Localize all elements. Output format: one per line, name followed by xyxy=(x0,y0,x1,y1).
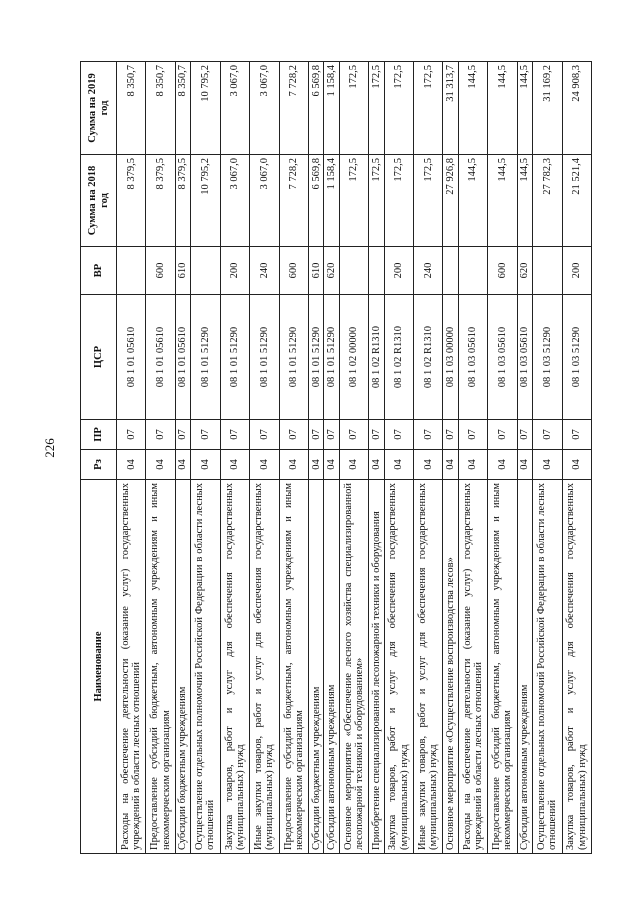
header-vr: ВР xyxy=(81,247,117,295)
cell-name: Иные закупки товаров, работ и услуг для обеспечения государственных (муниципальных) нужд xyxy=(414,480,443,854)
cell-rz: 04 xyxy=(458,450,487,480)
cell-name: Закупка товаров, работ и услуг для обеспечения государственных (муниципальных) нужд xyxy=(220,480,249,854)
cell-pr: 07 xyxy=(117,420,146,450)
cell-name: Приобретение специализированной лесопожарной техники и оборудования xyxy=(369,480,384,854)
cell-vr: 620 xyxy=(517,247,532,295)
cell-rz: 04 xyxy=(175,450,190,480)
cell-name: Осуществление отдельных полномочий Российской Федерации в области лесных отношений xyxy=(533,480,562,854)
cell-rz: 04 xyxy=(517,450,532,480)
cell-csr: 08 1 01 51290 xyxy=(191,295,220,420)
cell-pr: 07 xyxy=(309,420,324,450)
cell-rz: 04 xyxy=(309,450,324,480)
cell-sum-2018: 3 067,0 xyxy=(220,155,249,247)
cell-sum-2018: 27 926,8 xyxy=(443,155,458,247)
cell-vr: 620 xyxy=(324,247,339,295)
cell-csr: 08 1 01 51290 xyxy=(250,295,279,420)
table-row xyxy=(175,62,190,854)
cell-pr: 07 xyxy=(339,420,368,450)
cell-name: Осуществление отдельных полномочий Российской Федерации в области лесных отношений xyxy=(191,480,220,854)
cell-name: Субсидии бюджетным учреждениям xyxy=(309,480,324,854)
cell-sum-2018: 8 379,5 xyxy=(117,155,146,247)
table-row xyxy=(220,62,249,854)
cell-vr: 600 xyxy=(146,247,175,295)
cell-sum-2018: 6 569,8 xyxy=(309,155,324,247)
cell-sum-2018: 8 379,5 xyxy=(146,155,175,247)
cell-csr: 08 1 01 51290 xyxy=(220,295,249,420)
cell-csr: 08 1 02 R1310 xyxy=(369,295,384,420)
cell-pr: 07 xyxy=(175,420,190,450)
cell-sum-2018: 10 795,2 xyxy=(191,155,220,247)
cell-vr xyxy=(339,247,368,295)
cell-rz: 04 xyxy=(488,450,517,480)
cell-pr: 07 xyxy=(369,420,384,450)
header-pr: ПР xyxy=(81,420,117,450)
cell-pr: 07 xyxy=(384,420,413,450)
cell-name: Закупка товаров, работ и услуг для обеспечения государственных (муниципальных) нужд xyxy=(562,480,592,854)
cell-name: Основное мероприятие «Осуществление воспроизводства лесов» xyxy=(443,480,458,854)
header-rz: Рз xyxy=(81,450,117,480)
header-csr: ЦСР xyxy=(81,295,117,420)
table-row xyxy=(250,62,279,854)
cell-name: Субсидии автономным учреждениям xyxy=(517,480,532,854)
cell-name: Расходы на обеспечение деятельности (оказание услуг) государственных учреждений в области лесных отношений xyxy=(117,480,146,854)
cell-sum-2019: 24 908,3 xyxy=(562,62,592,155)
table-row xyxy=(533,62,562,854)
cell-csr: 08 1 03 05610 xyxy=(458,295,487,420)
cell-rz: 04 xyxy=(443,450,458,480)
table-row xyxy=(369,62,384,854)
cell-sum-2019: 172,5 xyxy=(369,62,384,155)
cell-pr: 07 xyxy=(250,420,279,450)
cell-csr: 08 1 02 R1310 xyxy=(414,295,443,420)
cell-sum-2018: 144,5 xyxy=(488,155,517,247)
cell-sum-2018: 7 728,2 xyxy=(279,155,308,247)
table-row xyxy=(562,62,592,854)
cell-sum-2018: 144,5 xyxy=(517,155,532,247)
cell-csr: 08 1 01 51290 xyxy=(324,295,339,420)
table-row xyxy=(443,62,458,854)
cell-vr xyxy=(458,247,487,295)
cell-rz: 04 xyxy=(562,450,592,480)
cell-sum-2018: 27 782,3 xyxy=(533,155,562,247)
cell-name: Закупка товаров, работ и услуг для обеспечения государственных (муниципальных) нужд xyxy=(384,480,413,854)
cell-rz: 04 xyxy=(533,450,562,480)
cell-csr: 08 1 03 51290 xyxy=(562,295,592,420)
header-name: Наименование xyxy=(81,480,117,854)
cell-csr: 08 1 03 00000 xyxy=(443,295,458,420)
cell-rz: 04 xyxy=(279,450,308,480)
cell-vr: 600 xyxy=(488,247,517,295)
cell-sum-2019: 144,5 xyxy=(488,62,517,155)
cell-vr xyxy=(533,247,562,295)
cell-name: Предоставление субсидий бюджетным, автономным учреждениям и иным некоммерческим организациям xyxy=(279,480,308,854)
cell-csr: 08 1 03 05610 xyxy=(517,295,532,420)
cell-csr: 08 1 01 05610 xyxy=(117,295,146,420)
cell-csr: 08 1 01 05610 xyxy=(146,295,175,420)
cell-rz: 04 xyxy=(384,450,413,480)
cell-csr: 08 1 02 00000 xyxy=(339,295,368,420)
cell-rz: 04 xyxy=(324,450,339,480)
cell-rz: 04 xyxy=(220,450,249,480)
cell-csr: 08 1 03 51290 xyxy=(533,295,562,420)
cell-sum-2018: 8 379,5 xyxy=(175,155,190,247)
table-row xyxy=(458,62,487,854)
header-sum-2019: Сумма на 2019 год xyxy=(81,62,117,155)
cell-rz: 04 xyxy=(117,450,146,480)
cell-name: Расходы на обеспечение деятельности (оказание услуг) государственных учреждений в области лесных отношений xyxy=(458,480,487,854)
cell-sum-2018: 172,5 xyxy=(369,155,384,247)
cell-vr xyxy=(443,247,458,295)
cell-sum-2019: 3 067,0 xyxy=(250,62,279,155)
cell-sum-2018: 21 521,4 xyxy=(562,155,592,247)
cell-vr: 610 xyxy=(175,247,190,295)
table-body xyxy=(117,62,592,854)
table-row xyxy=(488,62,517,854)
cell-pr: 07 xyxy=(533,420,562,450)
cell-vr xyxy=(369,247,384,295)
cell-sum-2019: 1 158,4 xyxy=(324,62,339,155)
cell-vr xyxy=(191,247,220,295)
cell-pr: 07 xyxy=(562,420,592,450)
cell-csr: 08 1 02 R1310 xyxy=(384,295,413,420)
page-number: 226 xyxy=(42,438,57,458)
table-row xyxy=(191,62,220,854)
cell-pr: 07 xyxy=(488,420,517,450)
cell-pr: 07 xyxy=(279,420,308,450)
cell-pr: 07 xyxy=(458,420,487,450)
cell-rz: 04 xyxy=(369,450,384,480)
cell-csr: 08 1 01 05610 xyxy=(175,295,190,420)
cell-sum-2018: 3 067,0 xyxy=(250,155,279,247)
cell-vr: 200 xyxy=(384,247,413,295)
cell-sum-2019: 6 569,8 xyxy=(309,62,324,155)
cell-name: Субсидии автономным учреждениям xyxy=(324,480,339,854)
cell-pr: 07 xyxy=(324,420,339,450)
cell-csr: 08 1 03 05610 xyxy=(488,295,517,420)
cell-name: Основное мероприятие «Обеспечение лесного хозяйства специализированной лесопожарной техникой и оборудованием» xyxy=(339,480,368,854)
cell-sum-2018: 144,5 xyxy=(458,155,487,247)
cell-sum-2019: 3 067,0 xyxy=(220,62,249,155)
cell-vr: 240 xyxy=(250,247,279,295)
cell-sum-2019: 10 795,2 xyxy=(191,62,220,155)
cell-rz: 04 xyxy=(250,450,279,480)
budget-table-rotated xyxy=(80,62,592,854)
cell-sum-2019: 172,5 xyxy=(414,62,443,155)
cell-vr: 200 xyxy=(220,247,249,295)
cell-vr: 600 xyxy=(279,247,308,295)
table-row xyxy=(279,62,308,854)
cell-name: Иные закупки товаров, работ и услуг для обеспечения государственных (муниципальных) нужд xyxy=(250,480,279,854)
cell-sum-2018: 1 158,4 xyxy=(324,155,339,247)
cell-csr: 08 1 01 51290 xyxy=(309,295,324,420)
table-row xyxy=(517,62,532,854)
table-row xyxy=(324,62,339,854)
cell-sum-2019: 172,5 xyxy=(384,62,413,155)
cell-pr: 07 xyxy=(191,420,220,450)
cell-sum-2019: 8 350,7 xyxy=(146,62,175,155)
table-header-row xyxy=(81,62,117,854)
cell-name: Предоставление субсидий бюджетным, автономным учреждениям и иным некоммерческим организациям xyxy=(488,480,517,854)
cell-sum-2019: 8 350,7 xyxy=(117,62,146,155)
cell-sum-2019: 144,5 xyxy=(517,62,532,155)
cell-sum-2019: 8 350,7 xyxy=(175,62,190,155)
budget-table xyxy=(80,61,592,854)
cell-rz: 04 xyxy=(146,450,175,480)
cell-rz: 04 xyxy=(414,450,443,480)
cell-sum-2019: 172,5 xyxy=(339,62,368,155)
cell-csr: 08 1 01 51290 xyxy=(279,295,308,420)
cell-pr: 07 xyxy=(414,420,443,450)
cell-name: Предоставление субсидий бюджетным, автономным учреждениям и иным некоммерческим организациям xyxy=(146,480,175,854)
cell-sum-2018: 172,5 xyxy=(414,155,443,247)
table-row xyxy=(339,62,368,854)
cell-sum-2019: 144,5 xyxy=(458,62,487,155)
cell-pr: 07 xyxy=(220,420,249,450)
table-row xyxy=(384,62,413,854)
cell-vr: 240 xyxy=(414,247,443,295)
cell-sum-2019: 31 313,7 xyxy=(443,62,458,155)
cell-rz: 04 xyxy=(339,450,368,480)
table-row xyxy=(309,62,324,854)
cell-rz: 04 xyxy=(191,450,220,480)
cell-vr xyxy=(117,247,146,295)
table-row xyxy=(117,62,146,854)
cell-vr: 610 xyxy=(309,247,324,295)
header-sum-2018: Сумма на 2018 год xyxy=(81,155,117,247)
cell-pr: 07 xyxy=(517,420,532,450)
cell-pr: 07 xyxy=(443,420,458,450)
cell-sum-2018: 172,5 xyxy=(384,155,413,247)
cell-sum-2018: 172,5 xyxy=(339,155,368,247)
cell-sum-2019: 31 169,2 xyxy=(533,62,562,155)
table-row xyxy=(414,62,443,854)
cell-pr: 07 xyxy=(146,420,175,450)
cell-vr: 200 xyxy=(562,247,592,295)
cell-name: Субсидии бюджетным учреждениям xyxy=(175,480,190,854)
cell-sum-2019: 7 728,2 xyxy=(279,62,308,155)
table-row xyxy=(146,62,175,854)
